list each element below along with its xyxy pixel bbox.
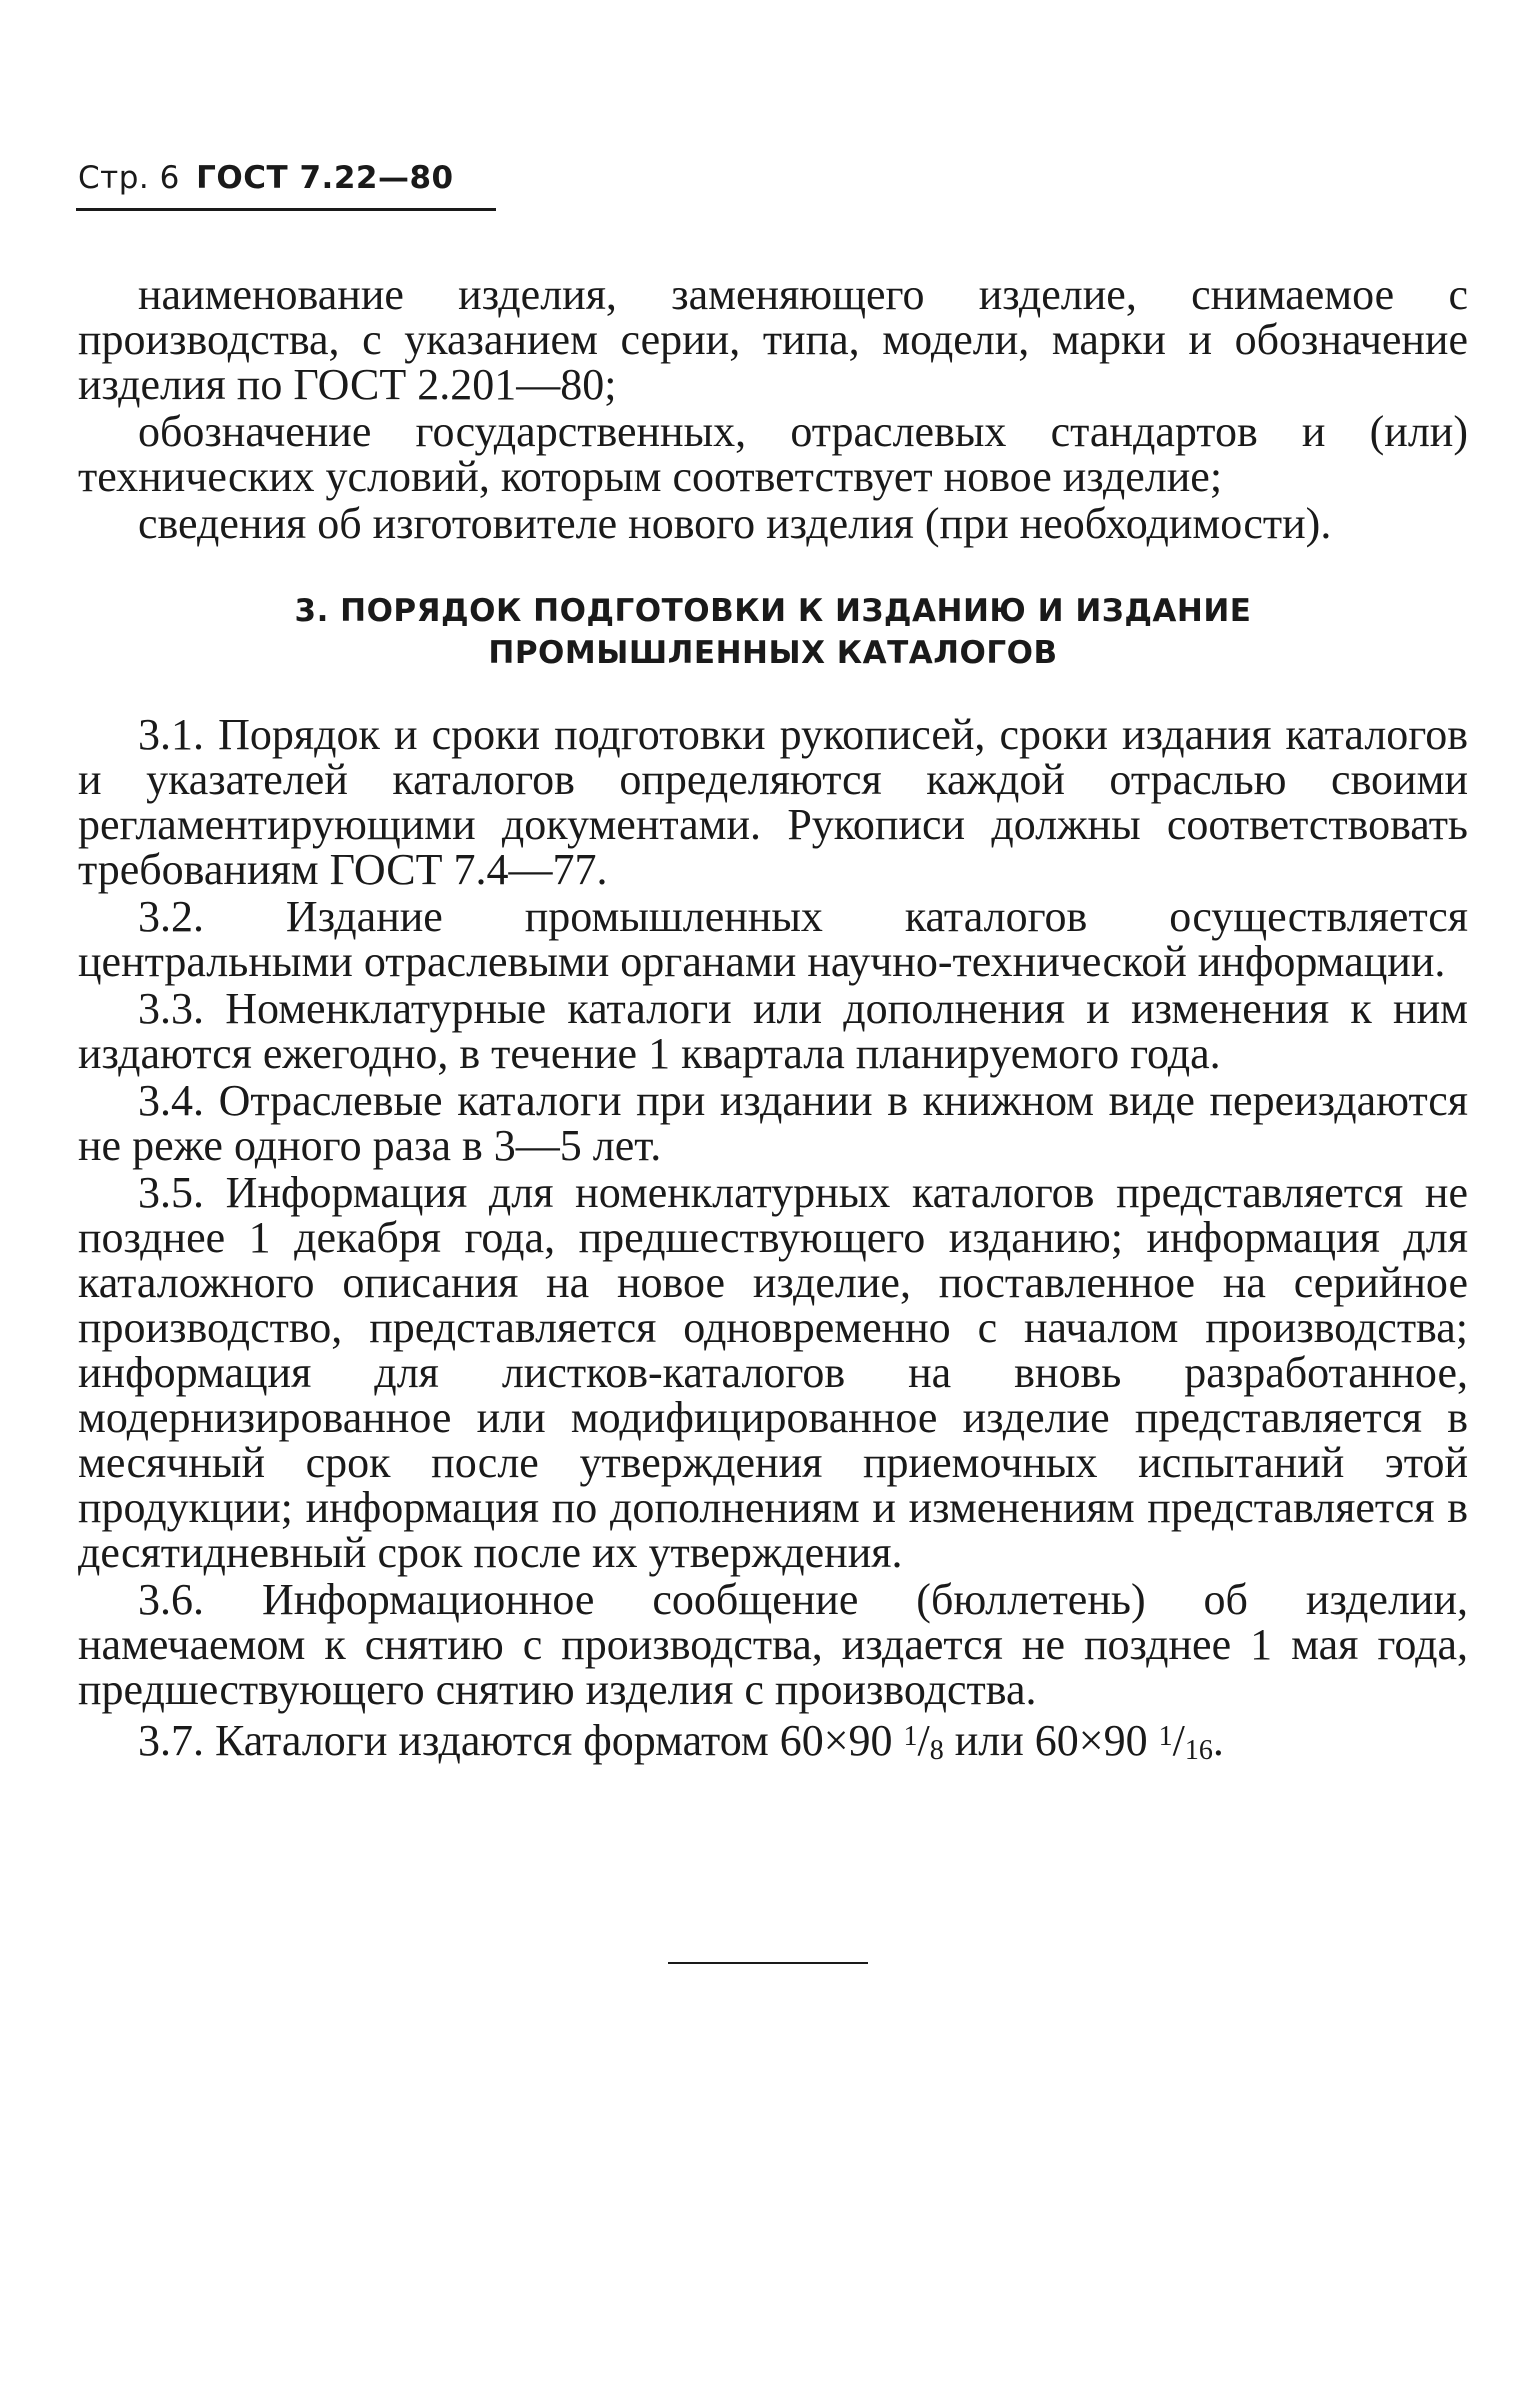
intro-paragraph-standards: обозначение государственных, отраслевых стандартов и (или) технических условий, которым соответствует новое изделие; [78, 407, 1468, 501]
clause-3-5: 3.5. Информация для номенклатурных каталогов представляется не позднее 1 декабря года, предшествующего изданию; информация для каталожного описания на новое изделие, поставленное на серийное производство, представляется одновременно с началом производства; информация для листков-каталогов на вновь разработанное, модернизированное или модифицированное изделие представляется в месячный срок после утверждения приемочных испытаний этой продукции; информация по дополнениям и изменениям представляется в десятидневный срок после их утверждения. [78, 1168, 1468, 1577]
clause-3-7-mid: или 60×90 [943, 1716, 1159, 1765]
clause-3-1: 3.1. Порядок и сроки подготовки рукописей, сроки издания каталогов и указателей каталогов определяются каждой отраслью своими регламентирующими документами. Рукописи должны соответствовать требованиям ГОСТ 7.4—77. [78, 710, 1468, 894]
fraction-numerator: 1 [1158, 1721, 1173, 1752]
clause-3-4: 3.4. Отраслевые каталоги при издании в книжном виде переиздаются не реже одного раза в 3—5 лет. [78, 1076, 1468, 1170]
intro-paragraph-replacement: наименование изделия, заменяющего изделие, снимаемое с производства, с указанием серии, типа, модели, марки и обозначение изделия по ГОСТ 2.201—80; [78, 270, 1468, 409]
fraction-numerator: 1 [903, 1721, 918, 1752]
section-heading-line-1: 3. ПОРЯДОК ПОДГОТОВКИ К ИЗДАНИЮ И ИЗДАНИЕ [294, 593, 1252, 629]
page-number: Стр. 6 [78, 160, 180, 196]
intro-paragraph-manufacturer: сведения об изготовителе нового изделия (при необходимости). [138, 499, 1332, 548]
section-heading-line-2: ПРОМЫШЛЕННЫХ КАТАЛОГОВ [488, 635, 1058, 671]
clause-3-6: 3.6. Информационное сообщение (бюллетень) об изделии, намечаемом к снятию с производства, издается не позднее 1 мая года, предшествующего снятию изделия с производства. [78, 1575, 1468, 1714]
clause-3-7-text: 3.7. Каталоги издаются форматом 60×90 [138, 1716, 904, 1765]
clause-3-7-end: . [1212, 1716, 1224, 1765]
page-header [78, 160, 454, 196]
clause-3-2: 3.2. Издание промышленных каталогов осуществляется центральными отраслевыми органами научно-технической информации. [78, 892, 1468, 986]
fraction-denominator: 16 [1184, 1735, 1213, 1766]
intro-list [78, 272, 1468, 546]
clause-3-3: 3.3. Номенклатурные каталоги или дополнения и изменения к ним издаются ежегодно, в течение 1 квартала планируемого года. [78, 984, 1468, 1078]
standard-designation: ГОСТ 7.22—80 [196, 160, 454, 196]
header-divider [76, 208, 496, 211]
section-heading [78, 590, 1468, 674]
end-divider [668, 1962, 868, 1964]
clause-3-7: 3.7. Каталоги издаются форматом 60×90 $^1$/8 или 60×90 $^1$/16. [138, 1716, 1224, 1766]
section-body [78, 712, 1468, 1773]
fraction-denominator: 8 [929, 1735, 944, 1766]
